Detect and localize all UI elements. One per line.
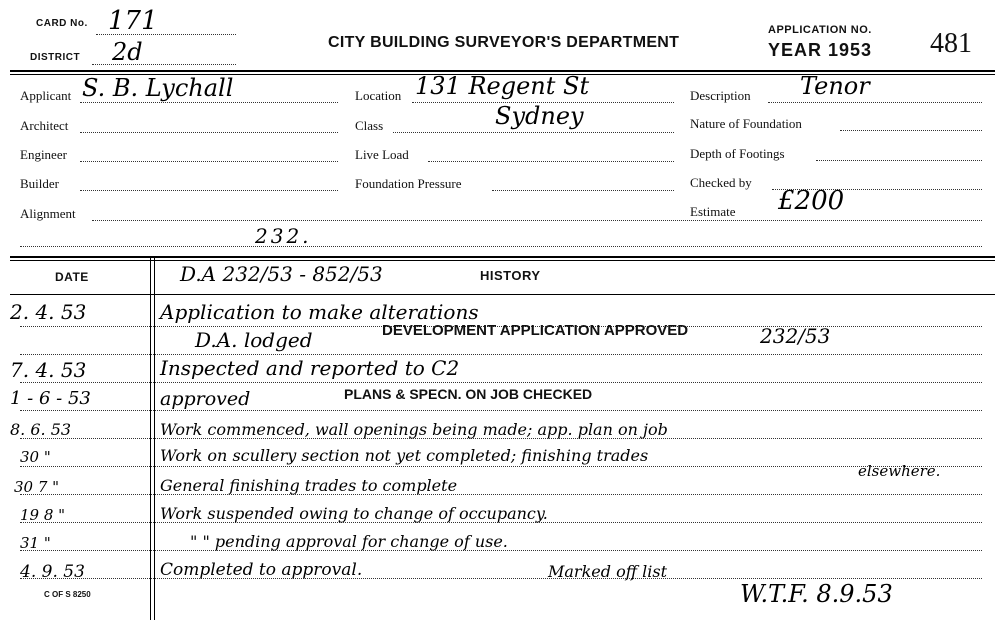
checked-by-label: Checked by [690,175,752,190]
row-8-date: 19 8 " [20,506,66,524]
card-no-value: 171 [108,6,158,36]
row-9-text: " " pending approval for change of use. [190,532,508,551]
estimate-value: £200 [778,186,845,216]
foundation-pressure-label: Foundation Pressure [355,176,462,191]
district-value: 2d [112,38,143,66]
date-column-divider-2 [154,258,155,620]
builder-line [80,190,338,191]
year-label: YEAR 1953 [768,40,873,60]
signature: W.T.F. 8.9.53 [740,580,893,608]
date-header: DATE [55,270,89,284]
live-load-line [428,161,674,162]
row-10-date: 4. 9. 53 [20,562,85,582]
row-2-note: 232/53 [760,324,831,348]
row-line [20,382,982,383]
application-no-label: APPLICATION NO. [768,24,872,36]
description-label: Description [690,88,751,103]
class-line [393,132,674,133]
row-4-text: approved [160,388,251,410]
depth-of-footings-label: Depth of Footings [690,146,785,161]
card-no-line [96,34,236,35]
applicant-value: S. B. Lychall [82,74,234,102]
description-value: Tenor [800,72,870,100]
location-label: Location [355,88,402,103]
row-10-note: Marked off list [548,562,667,581]
row-3-text: Inspected and reported to C2 [160,356,460,380]
department-title: CITY BUILDING SURVEYOR'S DEPARTMENT [328,34,680,51]
date-column-divider [150,258,151,620]
row-1-date: 2. 4. 53 [10,300,87,324]
nature-line [840,130,982,131]
row-1-text: Application to make alterations [160,300,479,324]
application-no-value: 481 [930,28,972,59]
architect-label: Architect [20,118,69,133]
card-no-label: CARD No. [36,18,88,29]
architect-line [80,132,338,133]
row-8-text: Work suspended owing to change of occupancy. [160,504,548,523]
depth-line [816,160,982,161]
history-reference: D.A 232/53 - 852/53 [180,262,383,286]
row-9-date: 31 " [20,534,51,552]
row-4-stamp: PLANS & SPECN. ON JOB CHECKED [344,386,593,402]
applicant-label: Applicant [20,88,72,103]
location-value-line2: Sydney [495,102,584,130]
alignment-label: Alignment [20,206,76,221]
row-4-date: 1 - 6 - 53 [10,388,91,409]
table-top-rule [10,256,995,258]
foundation-pressure-line [492,190,674,191]
blank-line [20,246,982,247]
row-line [20,466,982,467]
class-label: Class [355,118,384,133]
location-value-line1: 131 Regent St [415,72,590,100]
district-label: DISTRICT [30,52,81,63]
description-line [768,102,982,103]
row-2-text: D.A. lodged [195,328,313,352]
row-6-text: Work on scullery section not yet completed; finishing trades [160,446,649,465]
estimate-label: Estimate [690,204,736,219]
row-7-text: General finishing trades to complete [160,476,458,495]
applicant-line [80,102,338,103]
row-6-note: elsewhere. [858,462,941,480]
builder-label: Builder [20,176,59,191]
engineer-line [80,161,338,162]
engineer-label: Engineer [20,147,67,162]
live-load-label: Live Load [355,147,409,162]
row-5-text: Work commenced, wall openings being made; app. plan on job [160,420,668,439]
table-top-rule-2 [10,260,995,261]
alignment-note: 232. [255,224,312,248]
form-number: C OF S 8250 [44,590,91,599]
alignment-line [92,220,982,221]
row-10-text: Completed to approval. [160,560,363,580]
district-line [92,64,236,65]
row-7-date: 30 7 " [14,478,60,496]
row-3-date: 7. 4. 53 [10,358,87,382]
table-header-rule [10,294,995,295]
nature-of-foundation-label: Nature of Foundation [690,116,802,131]
row-2-stamp: DEVELOPMENT APPLICATION APPROVED [382,322,689,339]
row-line [20,354,982,355]
row-6-date: 30 " [20,448,51,466]
history-header: HISTORY [480,268,541,283]
row-5-date: 8. 6. 53 [10,420,72,439]
row-line [20,410,982,411]
